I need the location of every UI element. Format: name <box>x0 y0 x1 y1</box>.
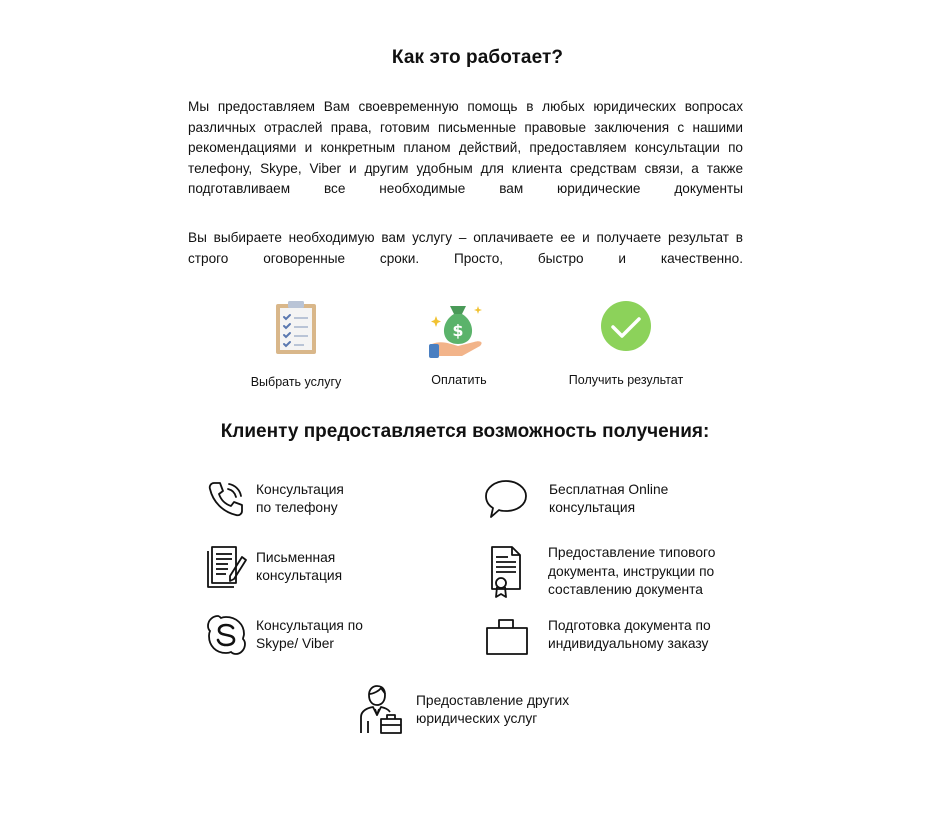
service-line: Skype/ Viber <box>256 636 334 651</box>
chat-bubble-icon <box>483 478 529 520</box>
step-choose-service <box>216 300 376 389</box>
service-line: юридических услуг <box>416 711 538 726</box>
service-template-document <box>480 544 748 600</box>
service-line: Консультация <box>256 481 344 497</box>
skype-icon <box>203 612 249 658</box>
service-phone-consultation <box>200 476 446 522</box>
checklist-clipboard-icon <box>274 300 318 356</box>
intro-paragraph-2: Вы выбираете необходимую вам услугу – оплачиваете ее и получаете результат в строго оговоренные сроки. Просто, быстро и качественно. <box>188 230 743 266</box>
step-pay <box>379 300 539 387</box>
page-title: Как это работает? <box>391 47 564 68</box>
written-document-icon <box>204 545 248 589</box>
step-label: Оплатить <box>431 373 487 387</box>
service-line: консультация <box>549 500 636 515</box>
service-written-consultation <box>200 544 446 590</box>
green-check-circle-icon <box>600 300 652 352</box>
service-skype-viber <box>200 612 446 658</box>
phone-icon <box>206 479 246 519</box>
briefcase-icon <box>483 614 529 656</box>
service-line: Консультация по <box>256 617 363 633</box>
service-free-online <box>480 476 739 522</box>
service-line: индивидуальному заказу <box>548 636 709 651</box>
services-title: Клиенту предоставляется возможность получения: <box>220 421 710 442</box>
service-line: консультация <box>256 568 343 583</box>
service-other-legal <box>354 684 606 736</box>
service-line: Письменная <box>256 549 336 565</box>
service-line: составлению документа <box>548 582 703 598</box>
intro-paragraph-1: Мы предоставляем Вам своевременную помощь в любых юридических вопросах различных отраслей права, готовим письменные правовые заключения с нашими рекомендациями и конкретным планом действий, предоставляем консультации по телефону, Skype, Viber и другим удобным для клиента средствам связи, а также подготавливаем все необходимые вам юридические документы <box>188 99 743 196</box>
service-line: Предоставление типового <box>548 545 716 561</box>
step-get-result <box>546 300 706 387</box>
service-individual-order <box>480 612 748 658</box>
money-bag-hand-icon <box>428 300 490 360</box>
step-label: Получить результат <box>568 373 684 387</box>
step-label: Выбрать услугу <box>250 375 342 389</box>
service-line: документа, инструкции по <box>548 563 715 579</box>
service-line: Бесплатная Online <box>549 481 669 497</box>
lawyer-icon <box>357 685 403 735</box>
service-line: по телефону <box>256 500 338 515</box>
service-line: Предоставление других <box>416 692 570 708</box>
certificate-icon <box>486 545 526 599</box>
service-line: Подготовка документа по <box>548 617 711 633</box>
svg-text:$: $ <box>452 321 464 340</box>
